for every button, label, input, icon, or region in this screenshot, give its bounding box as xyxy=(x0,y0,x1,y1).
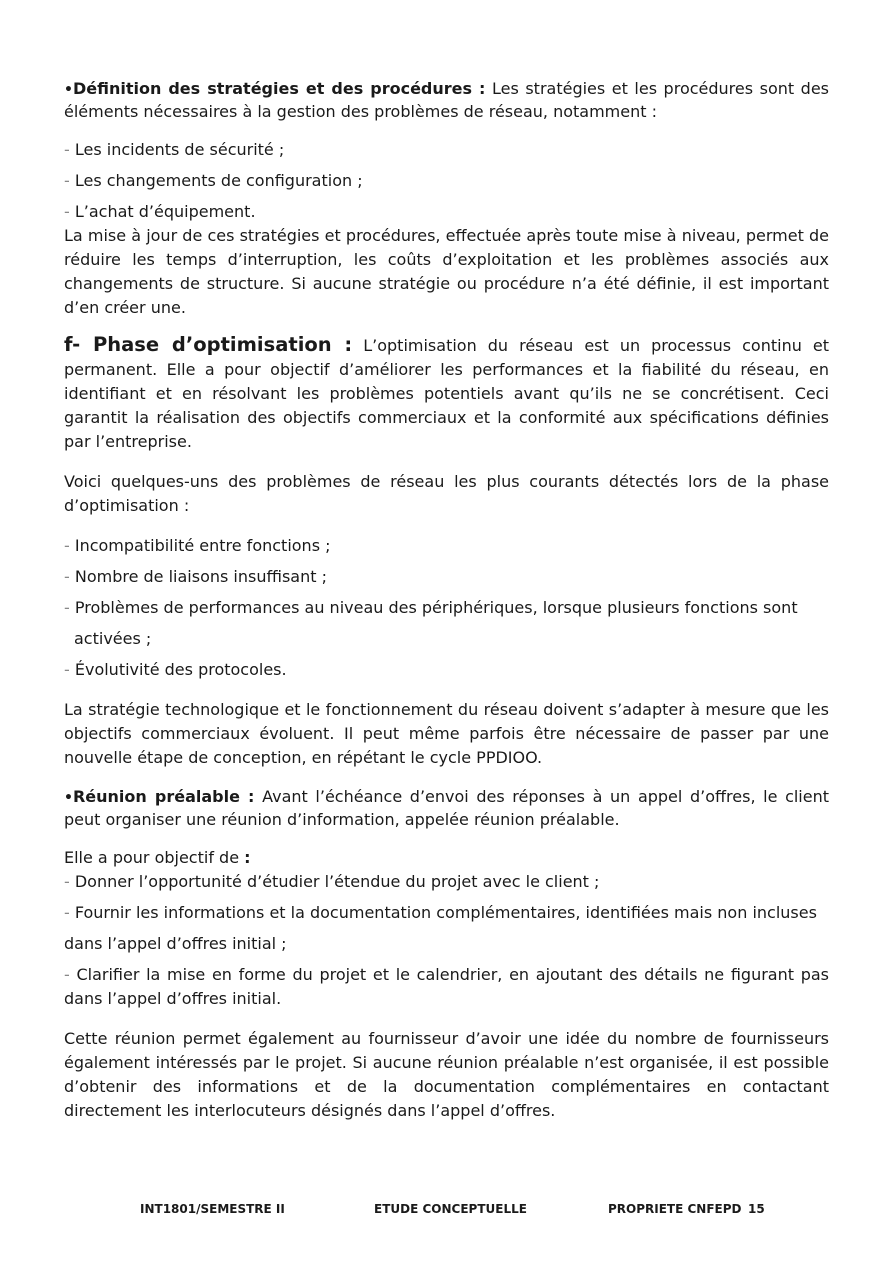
reunion-heading-paragraph xyxy=(64,786,829,830)
paragraph: Voici quelques-uns des problèmes de réseau les plus courants détectés lors de la phase d’optimisation : xyxy=(64,472,829,515)
section-title: Définition des stratégies et des procédures : xyxy=(72,79,486,98)
document-page xyxy=(64,78,829,1123)
section-title: Réunion préalable : xyxy=(72,787,255,806)
page-number: 15 xyxy=(748,1202,765,1216)
paragraph: La stratégie technologique et le fonctionnement du réseau doivent s’adapter à mesure que les objectifs commerciaux évoluent. Il peut même parfois être nécessaire de passer par une nouvelle étape de conception, en répétant le cycle PPDIOO. xyxy=(64,700,829,767)
footer-owner: PROPRIETE CNFEPD xyxy=(608,1202,742,1216)
list-item: - Les changements de configuration ; xyxy=(64,171,363,190)
list-item: - Donner l’opportunité d’étudier l’étendue du projet avec le client ; xyxy=(64,872,600,891)
section-title: f- Phase d’optimisation : xyxy=(64,333,353,356)
strategies-heading-paragraph xyxy=(64,78,829,122)
section-text: L’optimisation du réseau est un processus continu et permanent. Elle a pour objectif d’améliorer les performances et la fiabilité du réseau, en identifiant et en résolvant les problèmes potentiels avant qu’ils ne se concrétisent. Ceci garantit la réalisation des objectifs commerciaux et la conformité aux spécifications définies par l’entreprise. xyxy=(64,336,830,451)
list-item: - Les incidents de sécurité ; xyxy=(64,140,285,159)
footer-subject: ETUDE CONCEPTUELLE xyxy=(374,1202,527,1216)
footer-course: INT1801/SEMESTRE II xyxy=(140,1202,285,1216)
list-item: - Problèmes de performances au niveau des périphériques, lorsque plusieurs fonctions sont xyxy=(64,598,798,617)
section-text: Les stratégies et les procédures sont des éléments nécessaires à la gestion des problèmes de réseau, notamment : xyxy=(64,79,830,121)
list-item: - L’achat d’équipement. xyxy=(64,202,256,221)
list-item-continuation: dans l’appel d’offres initial ; xyxy=(64,934,287,953)
list-item: - Nombre de liaisons insuffisant ; xyxy=(64,567,327,586)
paragraph: Elle a pour objectif de : xyxy=(64,848,251,867)
list-item: - Fournir les informations et la documentation complémentaires, identifiées mais non incluses xyxy=(64,903,817,922)
list-item: - Clarifier la mise en forme du projet et le calendrier, en ajoutant des détails ne figurant pas dans l’appel d’offres initial. xyxy=(64,965,829,1008)
list-item: - Évolutivité des protocoles. xyxy=(64,660,287,679)
list-item-continuation: activées ; xyxy=(74,629,152,648)
section-text: Avant l’échéance d’envoi des réponses à un appel d’offres, le client peut organiser une réunion d’information, appelée réunion préalable. xyxy=(64,787,830,829)
paragraph: Cette réunion permet également au fournisseur d’avoir une idée du nombre de fournisseurs également intéressés par le projet. Si aucune réunion préalable n’est organisée, il est possible d’obtenir des informations et de la documentation complémentaires en contactant directement les interlocuteurs désignés dans l’appel d’offres. xyxy=(64,1029,829,1120)
list-item: - Incompatibilité entre fonctions ; xyxy=(64,536,331,555)
bullet-icon: • xyxy=(64,82,73,98)
optimisation-heading-paragraph xyxy=(64,333,829,454)
bullet-icon: • xyxy=(64,790,73,806)
paragraph: La mise à jour de ces stratégies et procédures, effectuée après toute mise à niveau, permet de réduire les temps d’interruption, les coûts d’exploitation et les problèmes associés aux changements de structure. Si aucune stratégie ou procédure n’a été définie, il est important d’en créer une. xyxy=(64,226,829,317)
